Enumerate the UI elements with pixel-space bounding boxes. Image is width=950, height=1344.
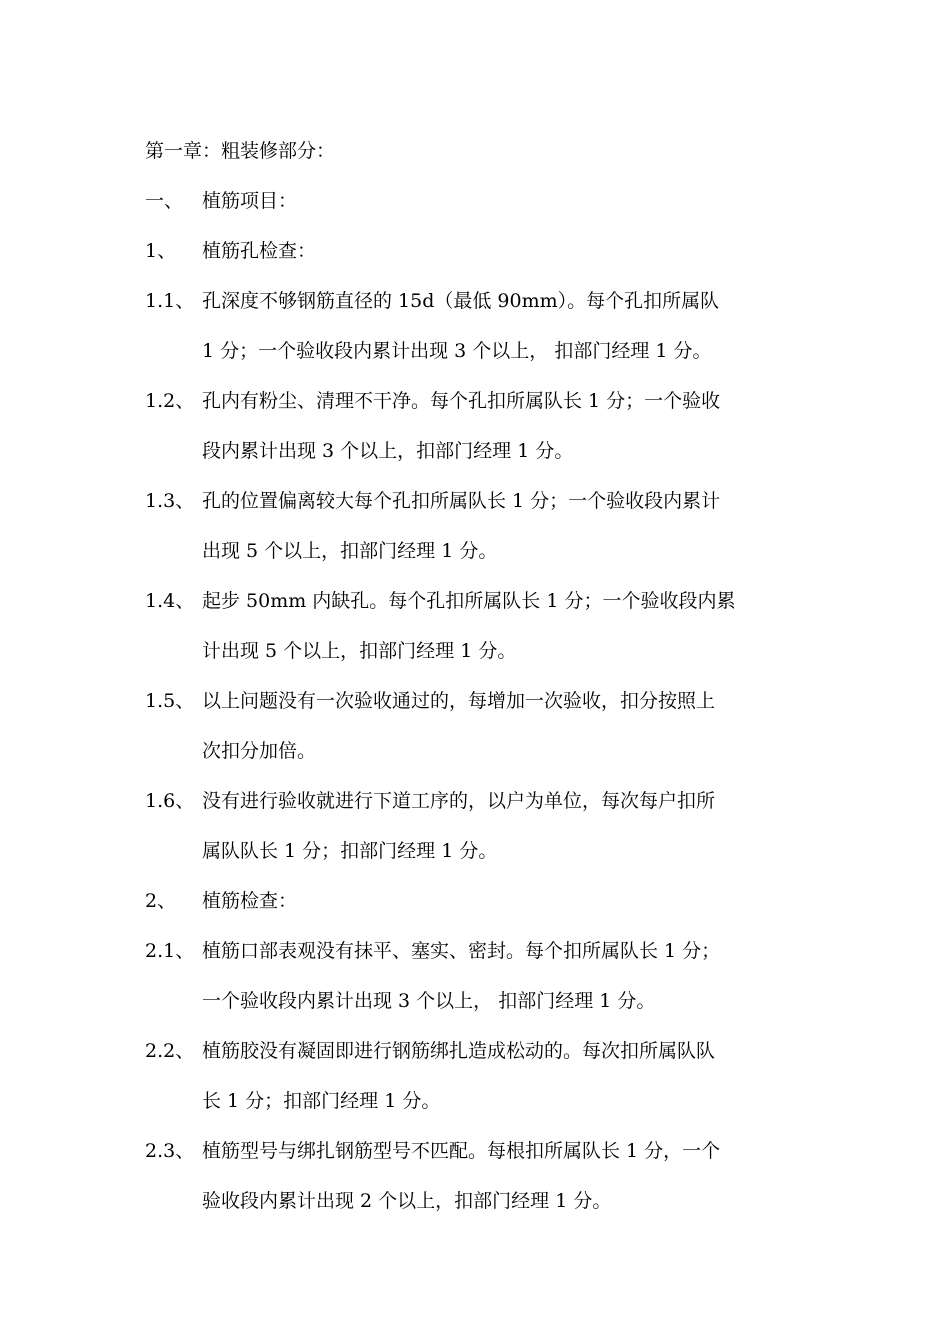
item-text-continued: 出现 5 个以上，扣部门经理 1 分。 [202, 540, 498, 562]
item-heading [145, 239, 316, 263]
item-text: 孔内有粉尘、清理不干净。每个孔扣所属队长 1 分；一个验收 [202, 390, 721, 412]
item-text: 没有进行验收就进行下道工序的，以户为单位，每次每户扣所 [202, 790, 716, 812]
item-text-continued: 1 分；一个验收段内累计出现 3 个以上， 扣部门经理 1 分。 [202, 340, 712, 362]
list-item [145, 489, 720, 513]
item-text-continued: 计出现 5 个以上，扣部门经理 1 分。 [202, 640, 517, 662]
item-number: 2.1、 [145, 940, 195, 962]
item-text-continued: 长 1 分；扣部门经理 1 分。 [202, 1090, 441, 1112]
item-text-continued: 属队队长 1 分；扣部门经理 1 分。 [202, 840, 498, 862]
item-number: 1.5、 [145, 690, 195, 712]
item-text-continued: 验收段内累计出现 2 个以上，扣部门经理 1 分。 [202, 1190, 612, 1212]
item-number: 1.1、 [145, 290, 195, 312]
section-title: 植筋项目： [202, 190, 298, 212]
item-number: 1、 [145, 240, 177, 262]
item-title: 植筋孔检查： [202, 240, 317, 262]
list-item [145, 389, 720, 413]
item-text: 孔的位置偏离较大每个孔扣所属队长 1 分；一个验收段内累计 [202, 490, 721, 512]
item-heading [145, 889, 297, 913]
item-text-continued: 段内累计出现 3 个以上，扣部门经理 1 分。 [202, 440, 574, 462]
item-text: 起步 50mm 内缺孔。每个孔扣所属队长 1 分；一个验收段内累 [202, 590, 736, 612]
item-text: 植筋型号与绑扎钢筋型号不匹配。每根扣所属队长 1 分，一个 [202, 1140, 721, 1162]
item-number: 2.3、 [145, 1140, 195, 1162]
list-item [145, 789, 715, 813]
list-item [145, 1139, 720, 1163]
list-item [145, 689, 715, 713]
item-title: 植筋检查： [202, 890, 298, 912]
item-text: 植筋口部表观没有抹平、塞实、密封。每个扣所属队长 1 分； [202, 940, 721, 962]
item-number: 2.2、 [145, 1040, 195, 1062]
list-item [145, 589, 735, 613]
item-text: 以上问题没有一次验收通过的，每增加一次验收，扣分按照上 [202, 690, 716, 712]
item-number: 1.6、 [145, 790, 195, 812]
item-number: 1.2、 [145, 390, 195, 412]
item-number: 1.4、 [145, 590, 195, 612]
section-heading [145, 189, 297, 213]
item-text: 植筋胶没有凝固即进行钢筋绑扎造成松动的。每次扣所属队队 [202, 1040, 716, 1062]
item-number: 2、 [145, 890, 177, 912]
list-item [145, 1039, 715, 1063]
list-item [145, 289, 719, 313]
item-text: 孔深度不够钢筋直径的 15d（最低 90mm）。每个孔扣所属队 [202, 290, 720, 312]
item-text-continued: 次扣分加倍。 [202, 740, 317, 762]
list-item [145, 939, 720, 963]
chapter-title: 第一章：粗装修部分： [145, 140, 336, 162]
item-text-continued: 一个验收段内累计出现 3 个以上， 扣部门经理 1 分。 [202, 990, 656, 1012]
section-number: 一、 [145, 190, 184, 212]
item-number: 1.3、 [145, 490, 195, 512]
